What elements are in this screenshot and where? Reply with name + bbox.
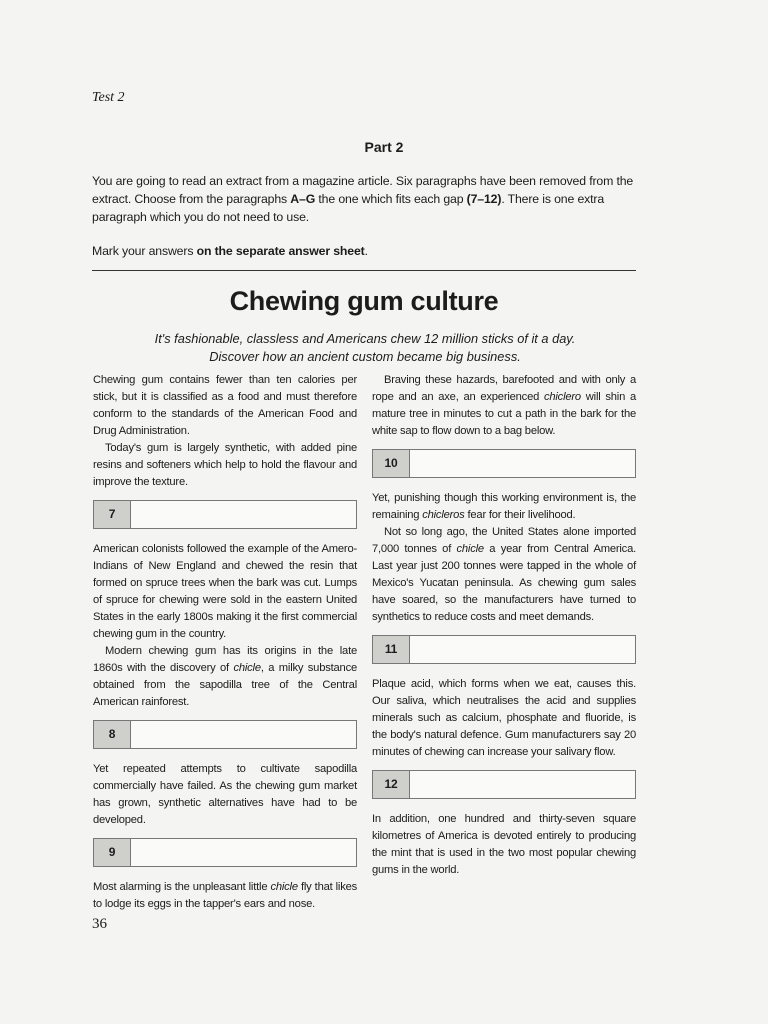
instructions-text: You are going to read an extract from a magazine article. Six paragraphs have been removed from the extract. Choose from the paragraphs A–G the one which fits each gap (7–12). There is one extra paragraph which you do not need to use. [92,174,634,224]
paragraph: Chewing gum contains fewer than ten calories per stick, but it is classified as a food and must therefore conform to the standards of the American Food and Drug Administration. [93,374,357,437]
paragraph: Plaque acid, which forms when we eat, causes this. Our saliva, which neutralises the acid and supplies minerals such as calcium, phosphate and fluoride, is the body's natural defence. Gum manufacturers say 20 minutes of chewing can increase your salivary flow. [372,678,636,758]
running-head: Test 2 [92,90,125,105]
paragraph: Not so long ago, the United States alone imported 7,000 tonnes of chicle a year from Central America. Last year just 200 tonnes were tapped in the whole of Mexico's Yucatan peninsula. As chewing gum sales have soared, so the manufacturers have turned to synthetics to reduce costs and meet demands. [372,526,637,623]
gap-blank[interactable] [131,501,356,528]
left-column [93,372,357,913]
divider-rule [92,270,636,271]
gap-7-box[interactable] [93,500,357,529]
gap-9-box[interactable] [93,838,357,867]
gap-11-box[interactable] [372,635,636,664]
gap-number: 10 [373,450,410,477]
gap-number: 7 [94,501,131,528]
paragraph: In addition, one hundred and thirty-seven square kilometres of America is devoted entirely to producing the mint that is used in the two most popular chewing gums in the world. [372,813,636,876]
gap-blank[interactable] [131,839,356,866]
paragraph: Braving these hazards, barefooted and with only a rope and an axe, an experienced chiclero will shin a mature tree in minutes to cut a path in the bark for the white sap to flow down to a bag below. [372,374,636,437]
paragraph: Yet repeated attempts to cultivate sapodilla commercially have failed. As the chewing gum market has grown, synthetic alternatives have had to be developed. [93,763,357,826]
gap-10-box[interactable] [372,449,636,478]
article-subtitle: It's fashionable, classless and Americans chew 12 million sticks of it a day. Discover how an ancient custom became big business. [154,331,576,364]
gap-blank[interactable] [410,636,635,663]
paragraph: Most alarming is the unpleasant little chicle fly that likes to lodge its eggs in the tapper's ears and nose. [93,881,358,910]
instructions [92,172,640,260]
gap-number: 12 [373,771,410,798]
paragraph: American colonists followed the example of the Amero-Indians of New England and chewed the resin that formed on spruce trees when the bark was cut. Lumps of spruce for chewing were sold in the eastern United States in the early 1800s making it the first commercial chewing gum in the country. [93,543,357,640]
paragraph: Modern chewing gum has its origins in the late 1860s with the discovery of chicle, a milky substance obtained from the sapodilla tree of the Central American rainforest. [93,645,357,708]
gap-blank[interactable] [131,721,356,748]
paragraph: Yet, punishing though this working environment is, the remaining chicleros fear for their livelihood. [372,492,636,521]
gap-8-box[interactable] [93,720,357,749]
article-title: Chewing gum culture [229,286,499,316]
paragraph: Today's gum is largely synthetic, with added pine resins and softeners which help to hold the flavour and improve the texture. [93,442,357,488]
gap-number: 9 [94,839,131,866]
gap-12-box[interactable] [372,770,636,799]
right-column [372,372,636,879]
gap-blank[interactable] [410,450,635,477]
part-title: Part 2 [364,139,404,155]
gap-blank[interactable] [410,771,635,798]
gap-number: 8 [94,721,131,748]
answer-sheet-note: Mark your answers on the separate answer sheet. [92,244,368,258]
gap-number: 11 [373,636,410,663]
page-number: 36 [92,916,107,932]
